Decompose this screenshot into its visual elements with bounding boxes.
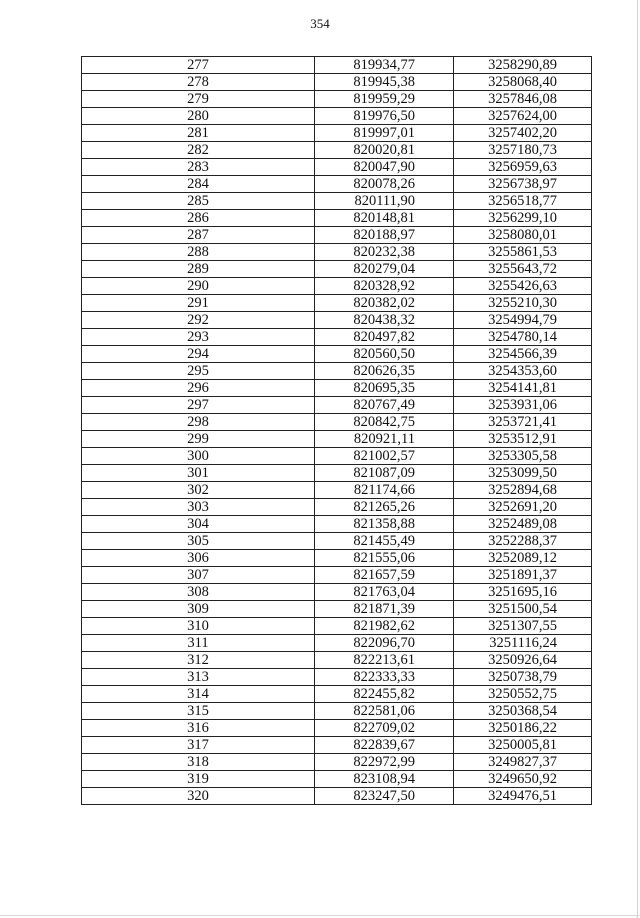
table-row [82,142,592,159]
table-row [82,210,592,227]
y-coordinate-cell: 3250738,79 [454,669,592,686]
table-row [82,397,592,414]
y-coordinate-cell: 3255210,30 [454,295,592,312]
point-number-cell: 280 [82,108,315,125]
table-row [82,771,592,788]
table-row [82,669,592,686]
point-number-cell: 291 [82,295,315,312]
y-coordinate-cell: 3257624,00 [454,108,592,125]
table-row [82,652,592,669]
table-row [82,159,592,176]
y-coordinate-cell: 3254566,39 [454,346,592,363]
point-number-cell: 285 [82,193,315,210]
table-row [82,448,592,465]
point-number-cell: 307 [82,567,315,584]
point-number-cell: 318 [82,754,315,771]
table-row [82,550,592,567]
x-coordinate-cell: 819934,77 [315,57,454,74]
point-number-cell: 290 [82,278,315,295]
y-coordinate-cell: 3256299,10 [454,210,592,227]
y-coordinate-cell: 3254141,81 [454,380,592,397]
x-coordinate-cell: 821555,06 [315,550,454,567]
table-row [82,737,592,754]
x-coordinate-cell: 819976,50 [315,108,454,125]
y-coordinate-cell: 3257180,73 [454,142,592,159]
y-coordinate-cell: 3258068,40 [454,74,592,91]
point-number-cell: 304 [82,516,315,533]
point-number-cell: 311 [82,635,315,652]
y-coordinate-cell: 3258080,01 [454,227,592,244]
table-row [82,193,592,210]
x-coordinate-cell: 820921,11 [315,431,454,448]
coordinates-table-body [82,57,592,805]
point-number-cell: 283 [82,159,315,176]
table-row [82,363,592,380]
y-coordinate-cell: 3255426,63 [454,278,592,295]
x-coordinate-cell: 822455,82 [315,686,454,703]
table-row [82,686,592,703]
y-coordinate-cell: 3251500,54 [454,601,592,618]
x-coordinate-cell: 820078,26 [315,176,454,193]
scan-edge-right [637,0,638,918]
point-number-cell: 289 [82,261,315,278]
table-row [82,754,592,771]
table-row [82,244,592,261]
table-row [82,618,592,635]
y-coordinate-cell: 3256518,77 [454,193,592,210]
point-number-cell: 282 [82,142,315,159]
table-row [82,499,592,516]
point-number-cell: 302 [82,482,315,499]
y-coordinate-cell: 3252089,12 [454,550,592,567]
x-coordinate-cell: 822709,02 [315,720,454,737]
table-row [82,431,592,448]
x-coordinate-cell: 823247,50 [315,788,454,805]
x-coordinate-cell: 820111,90 [315,193,454,210]
x-coordinate-cell: 820328,92 [315,278,454,295]
point-number-cell: 281 [82,125,315,142]
x-coordinate-cell: 821265,26 [315,499,454,516]
y-coordinate-cell: 3250552,75 [454,686,592,703]
x-coordinate-cell: 820148,81 [315,210,454,227]
y-coordinate-cell: 3258290,89 [454,57,592,74]
x-coordinate-cell: 822972,99 [315,754,454,771]
table-row [82,261,592,278]
table-row [82,635,592,652]
y-coordinate-cell: 3253512,91 [454,431,592,448]
x-coordinate-cell: 822333,33 [315,669,454,686]
point-number-cell: 297 [82,397,315,414]
y-coordinate-cell: 3252691,20 [454,499,592,516]
y-coordinate-cell: 3252894,68 [454,482,592,499]
y-coordinate-cell: 3250186,22 [454,720,592,737]
table-row [82,278,592,295]
point-number-cell: 294 [82,346,315,363]
y-coordinate-cell: 3251695,16 [454,584,592,601]
point-number-cell: 288 [82,244,315,261]
page-number: 354 [310,16,330,31]
x-coordinate-cell: 821002,57 [315,448,454,465]
table-row [82,329,592,346]
x-coordinate-cell: 820842,75 [315,414,454,431]
x-coordinate-cell: 819945,38 [315,74,454,91]
x-coordinate-cell: 821871,39 [315,601,454,618]
x-coordinate-cell: 821455,49 [315,533,454,550]
y-coordinate-cell: 3249650,92 [454,771,592,788]
point-number-cell: 313 [82,669,315,686]
y-coordinate-cell: 3257402,20 [454,125,592,142]
table-row [82,295,592,312]
y-coordinate-cell: 3250368,54 [454,703,592,720]
table-row [82,91,592,108]
point-number-cell: 314 [82,686,315,703]
y-coordinate-cell: 3249827,37 [454,754,592,771]
x-coordinate-cell: 821174,66 [315,482,454,499]
x-coordinate-cell: 820497,82 [315,329,454,346]
table-row [82,601,592,618]
y-coordinate-cell: 3249476,51 [454,788,592,805]
y-coordinate-cell: 3256959,63 [454,159,592,176]
y-coordinate-cell: 3250005,81 [454,737,592,754]
x-coordinate-cell: 822839,67 [315,737,454,754]
coordinates-table [81,56,592,805]
y-coordinate-cell: 3251891,37 [454,567,592,584]
point-number-cell: 300 [82,448,315,465]
x-coordinate-cell: 820188,97 [315,227,454,244]
y-coordinate-cell: 3252489,08 [454,516,592,533]
table-row [82,312,592,329]
x-coordinate-cell: 821087,09 [315,465,454,482]
x-coordinate-cell: 819997,01 [315,125,454,142]
y-coordinate-cell: 3253099,50 [454,465,592,482]
x-coordinate-cell: 820695,35 [315,380,454,397]
table-row [82,108,592,125]
x-coordinate-cell: 820626,35 [315,363,454,380]
table-row [82,125,592,142]
point-number-cell: 292 [82,312,315,329]
x-coordinate-cell: 822096,70 [315,635,454,652]
point-number-cell: 277 [82,57,315,74]
point-number-cell: 308 [82,584,315,601]
x-coordinate-cell: 821657,59 [315,567,454,584]
table-row [82,567,592,584]
table-row [82,482,592,499]
point-number-cell: 309 [82,601,315,618]
table-row [82,720,592,737]
point-number-cell: 306 [82,550,315,567]
x-coordinate-cell: 820232,38 [315,244,454,261]
x-coordinate-cell: 821358,88 [315,516,454,533]
x-coordinate-cell: 823108,94 [315,771,454,788]
point-number-cell: 315 [82,703,315,720]
point-number-cell: 284 [82,176,315,193]
table-row [82,346,592,363]
y-coordinate-cell: 3252288,37 [454,533,592,550]
table-row [82,516,592,533]
point-number-cell: 316 [82,720,315,737]
y-coordinate-cell: 3254353,60 [454,363,592,380]
y-coordinate-cell: 3255643,72 [454,261,592,278]
x-coordinate-cell: 822213,61 [315,652,454,669]
x-coordinate-cell: 820767,49 [315,397,454,414]
x-coordinate-cell: 822581,06 [315,703,454,720]
point-number-cell: 298 [82,414,315,431]
x-coordinate-cell: 820279,04 [315,261,454,278]
table-row [82,465,592,482]
table-row [82,74,592,91]
y-coordinate-cell: 3257846,08 [454,91,592,108]
x-coordinate-cell: 820047,90 [315,159,454,176]
y-coordinate-cell: 3253305,58 [454,448,592,465]
y-coordinate-cell: 3251116,24 [454,635,592,652]
y-coordinate-cell: 3256738,97 [454,176,592,193]
y-coordinate-cell: 3254994,79 [454,312,592,329]
point-number-cell: 295 [82,363,315,380]
table-row [82,788,592,805]
table-row [82,380,592,397]
x-coordinate-cell: 820382,02 [315,295,454,312]
scan-edge-bottom [0,915,640,916]
y-coordinate-cell: 3253931,06 [454,397,592,414]
point-number-cell: 287 [82,227,315,244]
table-row [82,227,592,244]
point-number-cell: 303 [82,499,315,516]
point-number-cell: 317 [82,737,315,754]
x-coordinate-cell: 820438,32 [315,312,454,329]
table-row [82,176,592,193]
table-row [82,57,592,74]
x-coordinate-cell: 820020,81 [315,142,454,159]
y-coordinate-cell: 3253721,41 [454,414,592,431]
x-coordinate-cell: 819959,29 [315,91,454,108]
point-number-cell: 301 [82,465,315,482]
y-coordinate-cell: 3251307,55 [454,618,592,635]
point-number-cell: 310 [82,618,315,635]
y-coordinate-cell: 3250926,64 [454,652,592,669]
point-number-cell: 293 [82,329,315,346]
x-coordinate-cell: 821982,62 [315,618,454,635]
table-row [82,414,592,431]
point-number-cell: 286 [82,210,315,227]
y-coordinate-cell: 3255861,53 [454,244,592,261]
point-number-cell: 312 [82,652,315,669]
point-number-cell: 319 [82,771,315,788]
point-number-cell: 299 [82,431,315,448]
point-number-cell: 320 [82,788,315,805]
y-coordinate-cell: 3254780,14 [454,329,592,346]
table-row [82,533,592,550]
point-number-cell: 305 [82,533,315,550]
point-number-cell: 278 [82,74,315,91]
table-row [82,703,592,720]
x-coordinate-cell: 821763,04 [315,584,454,601]
table-row [82,584,592,601]
point-number-cell: 296 [82,380,315,397]
x-coordinate-cell: 820560,50 [315,346,454,363]
point-number-cell: 279 [82,91,315,108]
